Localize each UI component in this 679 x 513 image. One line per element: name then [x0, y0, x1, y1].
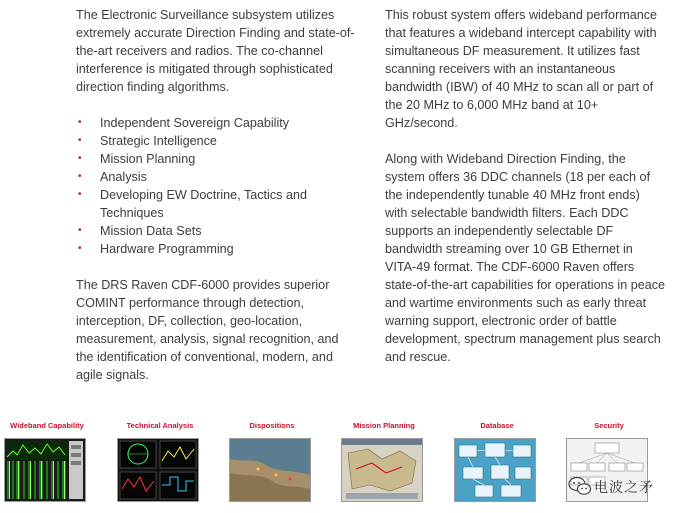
left-column [76, 6, 356, 402]
thumbnail-label: Security [594, 421, 624, 430]
thumbnail-label: Technical Analysis [126, 421, 194, 430]
thumbnail-dispositions [229, 420, 315, 502]
map-screenshot-icon [229, 438, 311, 502]
thumbnail-technical-analysis [117, 420, 203, 502]
watermark-text: 电波之矛 [594, 479, 654, 495]
watermark [566, 473, 676, 499]
database-diagram-icon [454, 438, 536, 502]
thumbnail-database [454, 420, 540, 502]
performance-paragraph: This robust system offers wideband performance that features a wideband intercept capability with simultaneous DF measurement. It utilizes fast scanning receivers with an instantaneous bandwidth (IBW) of 40 MHz to scan all or part of the 20 MHz to 6,000 MHz band at 10+ GHz/second. [385, 8, 658, 130]
capability-item: • Developing EW Doctrine, Tactics and Techniques [76, 186, 356, 222]
thumbnail-label: Database [480, 421, 514, 430]
right-column [385, 6, 665, 384]
thumbnail-wideband [4, 420, 90, 502]
wechat-icon [568, 475, 592, 497]
capability-item: • Mission Planning [76, 150, 356, 168]
thumbnail-label: Wideband Capability [10, 421, 84, 430]
intro-paragraph: The Electronic Surveillance subsystem utilizes extremely accurate Direction Finding and state-of-the-art receivers and radios. The co-channel interference is mitigated through sophisticated direction finding algorithms. [76, 8, 355, 94]
capability-list [76, 114, 356, 258]
thumbnail-label: Mission Planning [353, 421, 415, 430]
thumbnail-label: Dispositions [249, 421, 295, 430]
waterfall-screenshot-icon [4, 438, 86, 502]
capability-item: • Strategic Intelligence [76, 132, 356, 150]
outro-paragraph: The DRS Raven CDF-6000 provides superior COMINT performance through detection, interception, DF, collection, geo-location, measurement, analysis, signal recognition, and the identification of conventional, modern, and agile signals. [76, 278, 339, 382]
planning-map-icon [341, 438, 423, 502]
thumbnail-strip [0, 420, 679, 513]
thumbnail-mission-planning [341, 420, 427, 502]
capability-item: • Mission Data Sets [76, 222, 356, 240]
capability-item: • Hardware Programming [76, 240, 356, 258]
capability-item: • Analysis [76, 168, 356, 186]
capability-item: • Independent Sovereign Capability [76, 114, 356, 132]
analysis-screenshot-icon [117, 438, 199, 502]
ddc-paragraph: Along with Wideband Direction Finding, the system offers 36 DDC channels (18 per each of the independently tunable 40 MHz front ends) with selectable bandwidth filters. Each DDC supports an independently selectable DF bandwidth streaming over 10 GB Ethernet in VITA-49 format. The CDF-6000 Raven offers state-of-the-art capabilities for operations in peace and wartime environments such as early threat warning support, electronic order of battle development, spectrum management plus search and rescue. [385, 152, 666, 364]
